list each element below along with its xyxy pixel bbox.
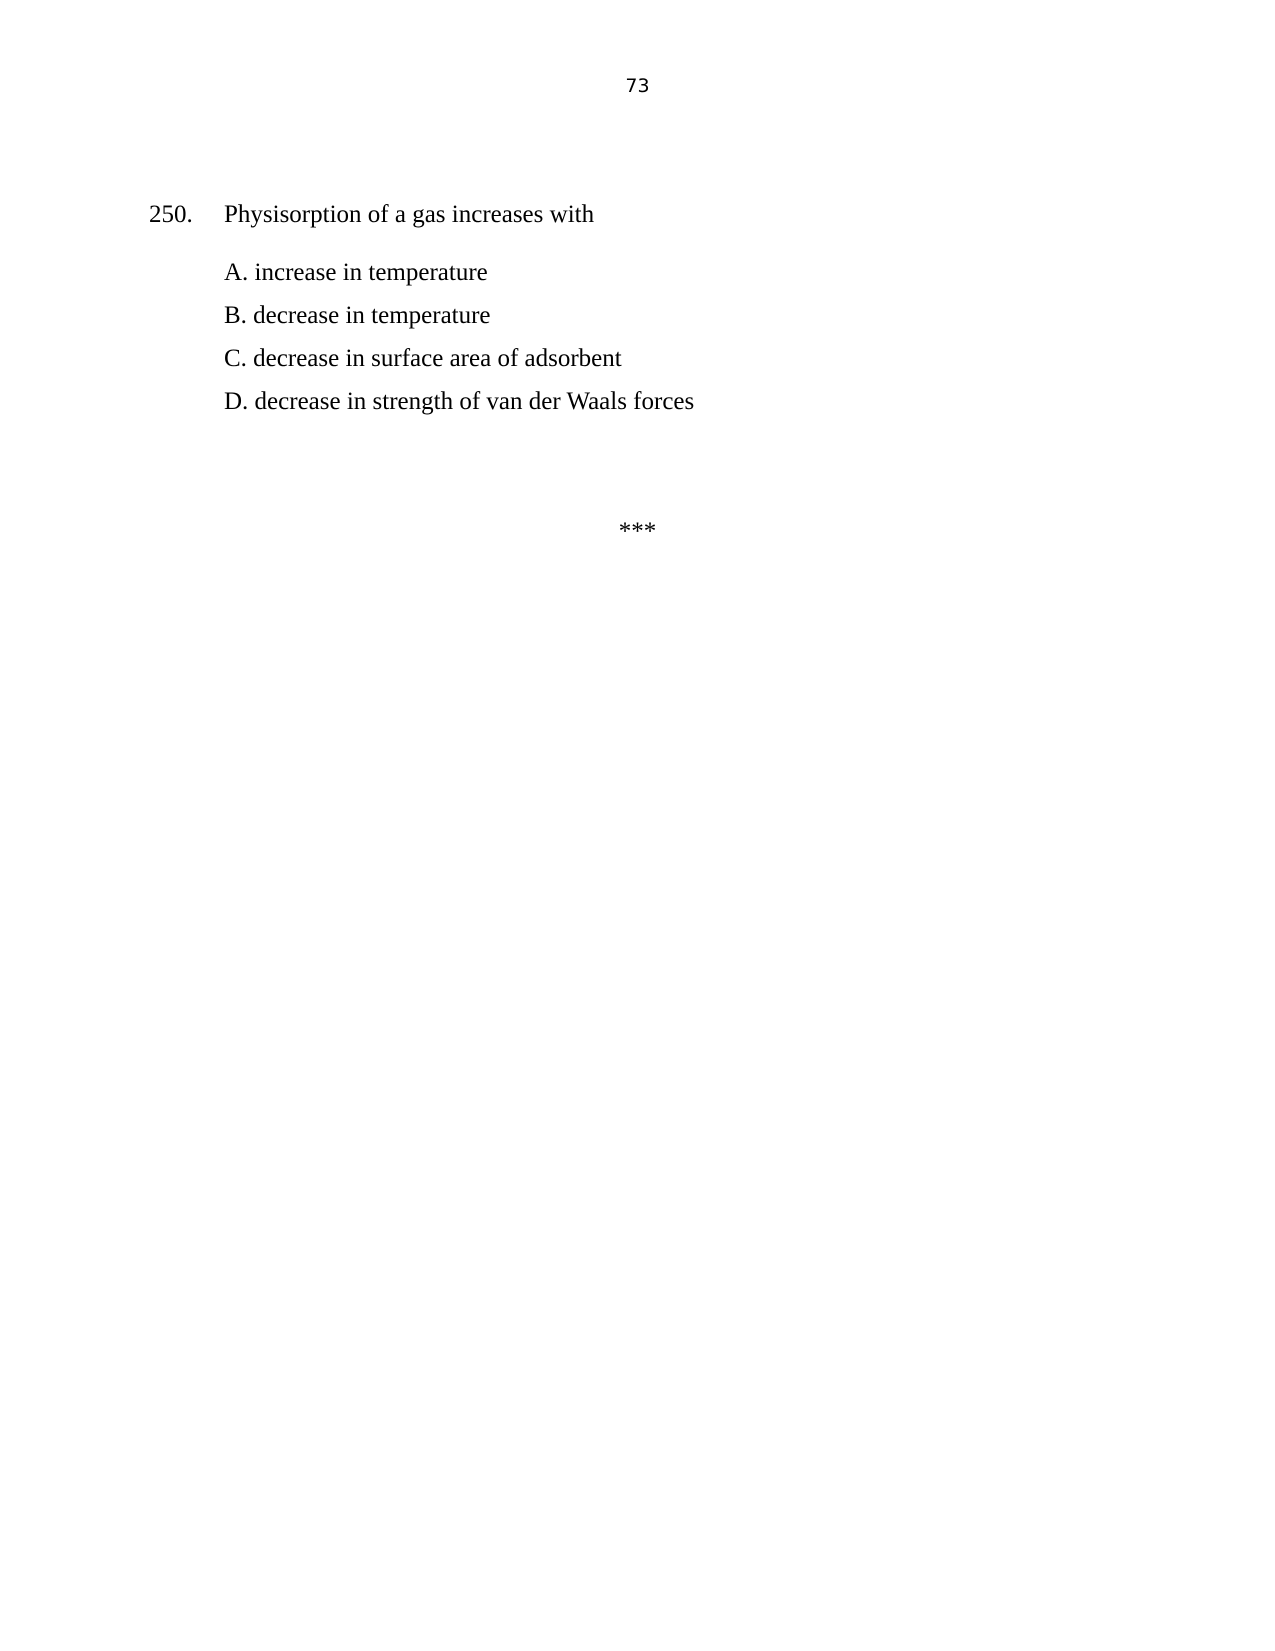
- options-list: [224, 258, 1149, 430]
- option-c: C. decrease in surface area of adsorbent: [224, 345, 622, 372]
- page-number: 73: [625, 75, 650, 97]
- option-b: B. decrease in temperature: [224, 302, 491, 329]
- end-of-section-mark: ***: [618, 518, 657, 545]
- question-block: [149, 200, 1149, 430]
- option-d: D. decrease in strength of van der Waals forces: [224, 388, 695, 415]
- option-a: A. increase in temperature: [224, 259, 488, 286]
- question-text: Physisorption of a gas increases with: [224, 201, 595, 228]
- question-stem: [149, 200, 1149, 230]
- question-number: 250.: [149, 201, 193, 228]
